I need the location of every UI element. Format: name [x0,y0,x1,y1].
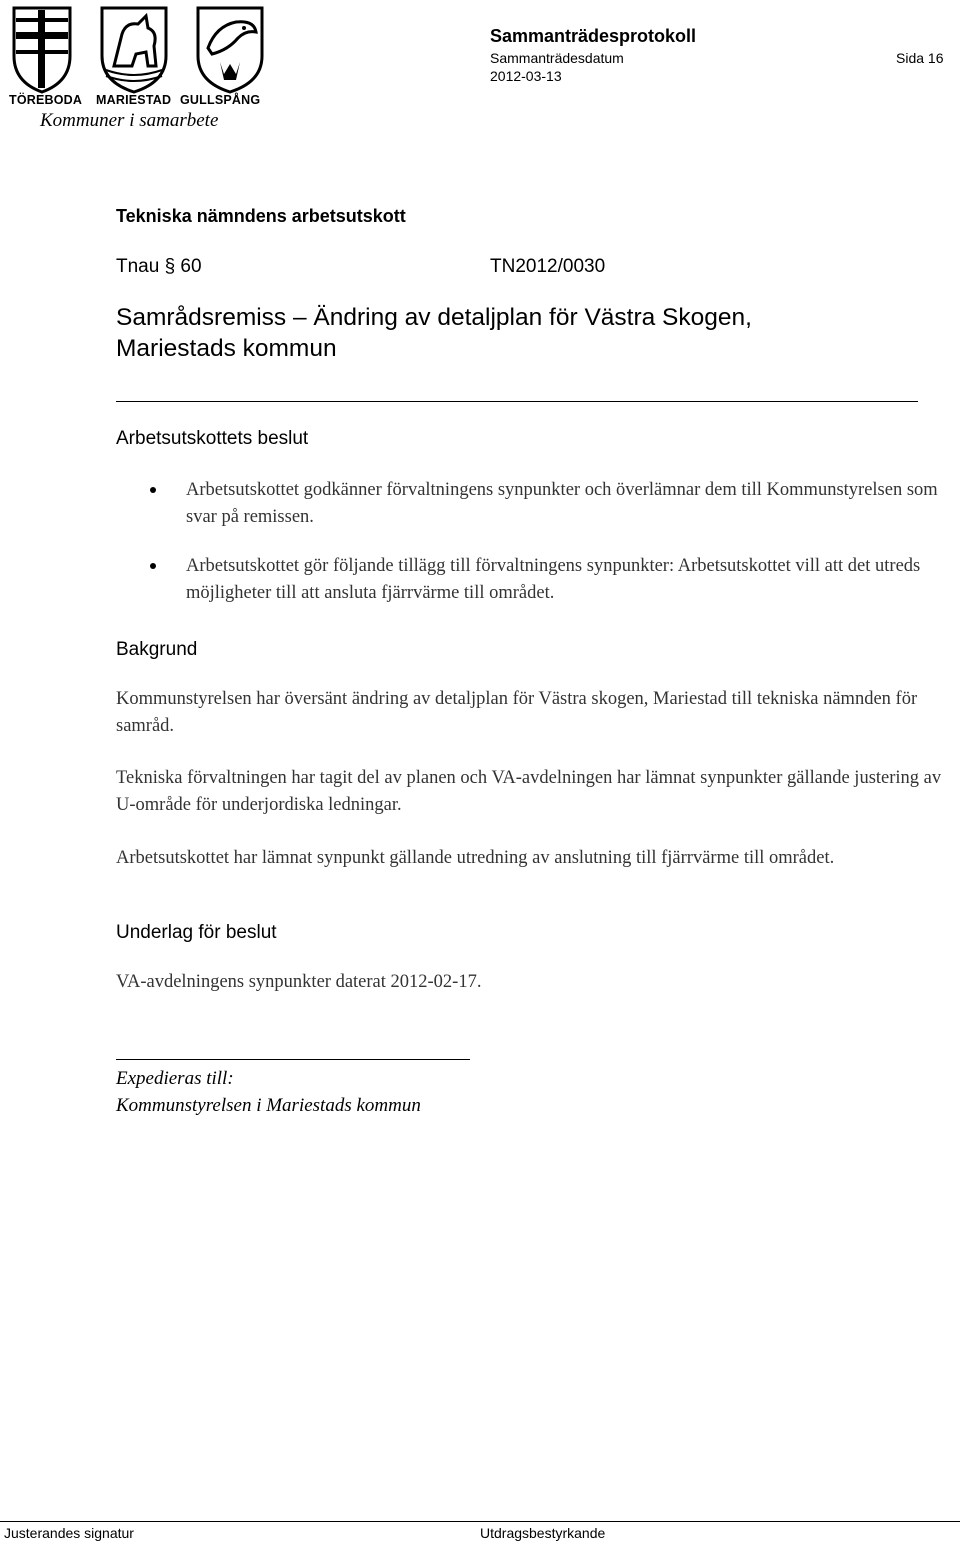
municipality-label-mariestad: MARIESTAD [96,93,172,107]
basis-text: VA-avdelningens synpunkter daterat 2012-02-17. [116,972,482,992]
meeting-date-value: 2012-03-13 [490,68,562,84]
document-type: Sammanträdesprotokoll [490,26,697,46]
gullspang-crest-icon [198,8,262,92]
municipal-crests-logo [6,4,264,94]
decision-list [150,477,950,629]
paragraph-number: Tnau § 60 [116,256,202,277]
decision-item [150,477,950,531]
toreboda-crest-icon [14,8,70,92]
background-paragraph: Tekniska förvaltningen har tagit del av planen och VA-avdelningen har lämnat synpunkter gällande justering av U-område för underjordiska ledningar. [116,768,942,815]
signature-label: Justerandes signatur [4,1525,134,1541]
decision-item-text: Arbetsutskottet gör följande tillägg till förvaltningens synpunkter: Arbetsutskottet vill att det utreds möjligheter till att ansluta fjärrvärme till området. [186,556,921,603]
title-divider [116,401,918,402]
background-heading: Bakgrund [116,639,198,660]
matter-title: Samrådsremiss – Ändring av detaljplan för Västra Skogen, Mariestads kommun [116,304,752,362]
municipality-label-toreboda: TÖREBODA [9,93,83,107]
meeting-date-label: Sammanträdesdatum [490,50,624,66]
decision-heading: Arbetsutskottets beslut [116,428,309,449]
bullet-icon [150,487,156,493]
footer-divider [0,1521,960,1522]
page-number: Sida 16 [896,50,944,66]
collaboration-tagline: Kommuner i samarbete [40,110,219,131]
municipality-label-gullspang: GULLSPÅNG [180,93,261,107]
mariestad-crest-icon [102,8,166,92]
bullet-icon [150,563,156,569]
background-paragraph: Kommunstyrelsen har översänt ändring av detaljplan för Västra skogen, Mariestad till tekniska nämnden för samråd. [116,689,918,736]
dispatch-divider [116,1059,470,1060]
decision-item [150,553,950,607]
extract-certification-label: Utdragsbestyrkande [480,1525,606,1541]
dispatch-label: Expedieras till: [116,1068,234,1089]
dispatch-recipient: Kommunstyrelsen i Mariestads kommun [116,1095,421,1116]
background-paragraph: Arbetsutskottet har lämnat synpunkt gällande utredning av anslutning till fjärrvärme till området. [116,848,835,868]
committee-name: Tekniska nämndens arbetsutskott [116,206,406,226]
case-number: TN2012/0030 [490,256,606,277]
decision-item-text: Arbetsutskottet godkänner förvaltningens synpunkter och överlämnar dem till Kommunstyrelsen som svar på remissen. [186,480,938,527]
basis-heading: Underlag för beslut [116,922,277,943]
